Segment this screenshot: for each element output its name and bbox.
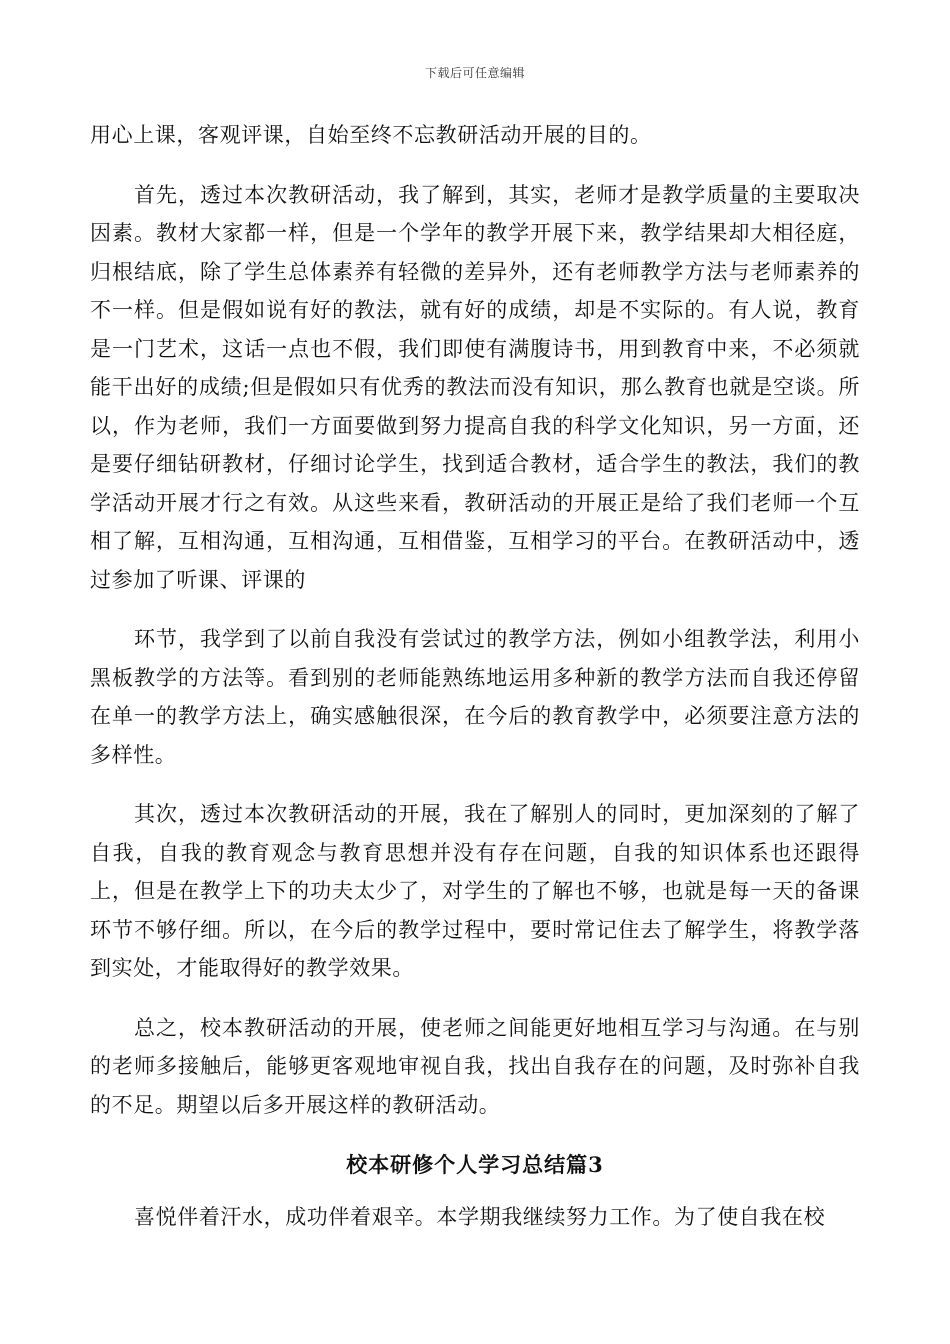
page-header-note: 下载后可任意编辑 [424, 66, 525, 80]
section-title: 校本研修个人学习总结篇3 [346, 1152, 604, 1177]
paragraph-conclusion: 总之，校本教研活动的开展，使老师之间能更好地相互学习与沟通。在与别的老师多接触后，能够更客观地审视自我，找出自我存在的问题，及时弥补自我的不足。期望以后多开展这样的教研活动。 [90, 1015, 860, 1117]
section-first-paragraph: 喜悦伴着汗水，成功伴着艰辛。本学期我继续努力工作。为了使自我在校 [134, 1205, 826, 1229]
paragraph-second-point: 其次，透过本次教研活动的开展，我在了解别人的同时，更加深刻的了解了自我，自我的教育观念与教育思想并没有存在问题，自我的知识体系也还跟得上，但是在教学上下的功夫太少了，对学生的了解也不够，也就是每一天的备课环节不够仔细。所以，在今后的教学过程中，要时常记住去了解学生，将教学落到实处，才能取得好的教学效果。 [90, 802, 860, 980]
document-body [90, 116, 860, 1237]
paragraph-teaching-methods: 环节，我学到了以前自我没有尝试过的教学方法，例如小组教学法，利用小黑板教学的方法等。看到别的老师能熟练地运用多种新的教学方法而自我还停留在单一的教学方法上，确实感触很深，在今后的教育教学中，必须要注意方法的多样性。 [90, 627, 860, 767]
paragraph-first-point: 首先，透过本次教研活动，我了解到，其实，老师才是教学质量的主要取决因素。教材大家都一样，但是一个学年的教学开展下来，教学结果却大相径庭，归根结底，除了学生总体素养有轻微的差异外，还有老师教学方法与老师素养的不一样。但是假如说有好的教法，就有好的成绩，却是不实际的。有人说，教育是一门艺术，这话一点也不假，我们即使有满腹诗书，用到教育中来，不必须就能干出好的成绩;但是假如只有优秀的教法而没有知识，那么教育也就是空谈。所以，作为老师，我们一方面要做到努力提高自我的科学文化知识，另一方面，还是要仔细钻研教材，仔细讨论学生，找到适合教材，适合学生的教法，我们的教学活动开展才行之有效。从这些来看，教研活动的开展正是给了我们老师一个互相了解，互相沟通，互相沟通，互相借鉴，互相学习的平台。在教研活动中，透过参加了听课、评课的 [90, 182, 860, 592]
paragraph-continuation: 用心上课，客观评课，自始至终不忘教研活动开展的目的。 [90, 123, 652, 147]
